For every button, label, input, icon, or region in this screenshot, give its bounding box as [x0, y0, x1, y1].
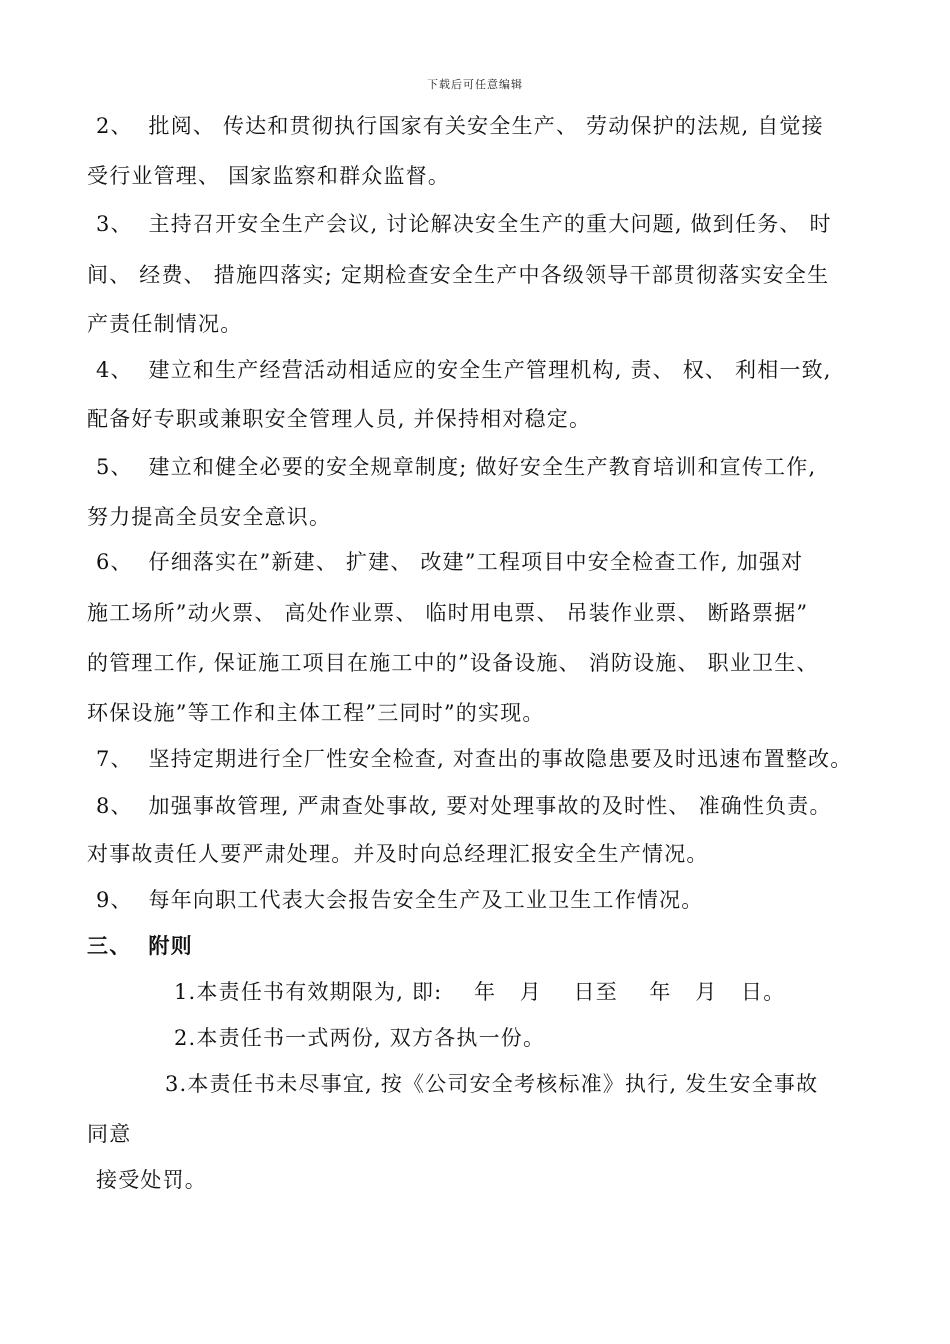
item-5-line-2: 努力提高全员安全意识。: [87, 505, 332, 529]
item-3-line-3: 产责任制情况。: [87, 312, 243, 336]
page-header: 下载后可任意编辑: [427, 78, 523, 91]
item-3-line-1: 3、 主持召开安全生产会议, 讨论解决安全生产的重大问题, 做到任务、 时: [96, 212, 832, 236]
section-heading-appendix: 三、 附则: [87, 933, 193, 958]
appendix-item-3-cont-2: 接受处罚。: [96, 1168, 207, 1192]
item-8-line-1: 8、 加强事故管理, 严肃查处事故, 要对处理事故的及时性、 准确性负责。: [96, 794, 832, 818]
item-4-line-2: 配备好专职或兼职安全管理人员, 并保持相对稳定。: [87, 407, 592, 431]
item-6-line-3: 的管理工作, 保证施工项目在施工中的”设备设施、 消防设施、 职业卫生、: [87, 651, 819, 675]
item-6-line-4: 环保设施”等工作和主体工程”三同时”的实现。: [87, 701, 545, 725]
item-9-line-1: 9、 每年向职工代表大会报告安全生产及工业卫生工作情况。: [96, 888, 704, 912]
appendix-item-1: 1.本责任书有效期限为, 即: 年 月 日至 年 月 日。: [174, 980, 786, 1004]
item-2-line-1: 2、 批阅、 传达和贯彻执行国家有关安全生产、 劳动保护的法规, 自觉接: [96, 114, 824, 138]
item-5-line-1: 5、 建立和健全必要的安全规章制度; 做好安全生产教育培训和宣传工作,: [96, 455, 817, 479]
appendix-item-2: 2.本责任书一式两份, 双方各执一份。: [174, 1026, 546, 1050]
item-7-line-1: 7、 坚持定期进行全厂性安全检查, 对查出的事故隐患要及时迅速布置整改。: [96, 747, 853, 771]
appendix-item-3-cont-1: 同意: [87, 1122, 132, 1146]
item-8-line-2: 对事故责任人要严肃处理。并及时向总经理汇报安全生产情况。: [87, 842, 709, 866]
item-4-line-1: 4、 建立和生产经营活动相适应的安全生产管理机构, 责、 权、 利相一致,: [96, 358, 832, 382]
item-3-line-2: 间、 经费、 措施四落实; 定期检查安全生产中各级领导干部贯彻落实安全生: [87, 263, 830, 287]
appendix-item-3: 3.本责任书未尽事宜, 按《公司安全考核标准》执行, 发生安全事故: [165, 1072, 819, 1096]
item-6-line-2: 施工场所”动火票、 高处作业票、 临时用电票、 吊装作业票、 断路票据”: [87, 601, 809, 625]
item-2-line-2: 受行业管理、 国家监察和群众监督。: [87, 164, 451, 188]
item-6-line-1: 6、 仔细落实在”新建、 扩建、 改建”工程项目中安全检查工作, 加强对: [96, 550, 804, 574]
